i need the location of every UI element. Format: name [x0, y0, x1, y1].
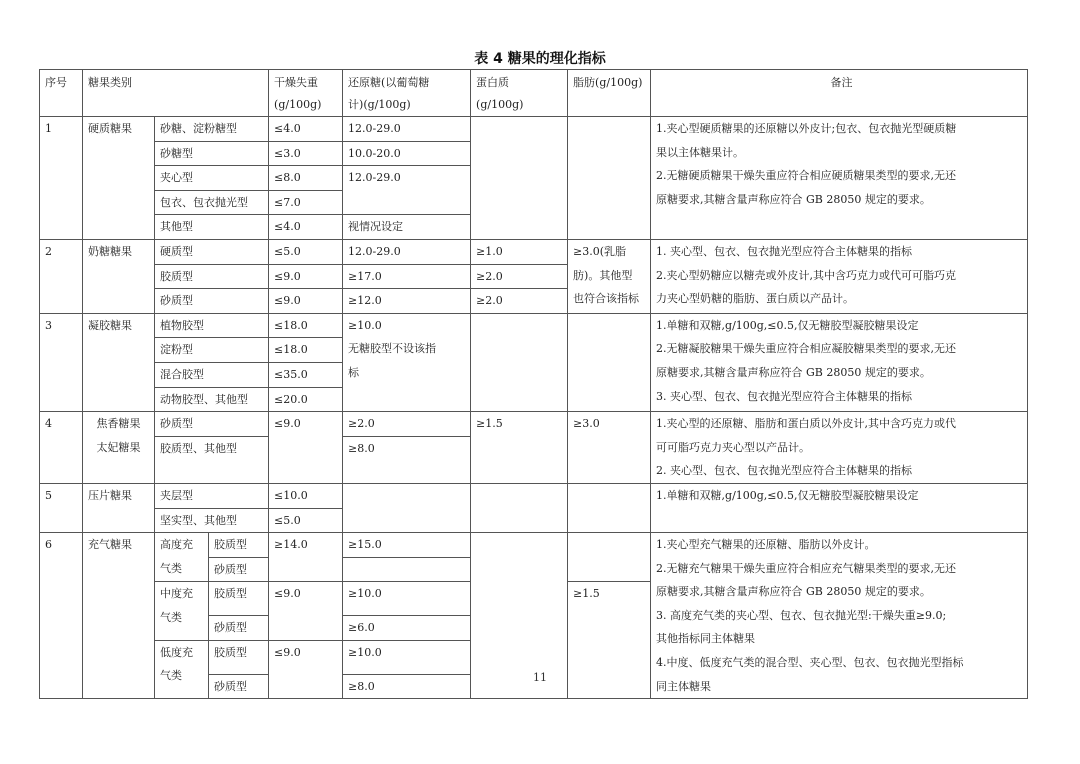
header-protein: 蛋白质 (g/100g) [471, 70, 568, 117]
moisture-value: ≤9.0 [269, 582, 343, 640]
candy-type: 砂糖、淀粉糖型 [155, 117, 269, 142]
reducing-sugar-value: ≥10.0 [343, 582, 471, 616]
protein-value: ≥1.5 [471, 412, 568, 484]
moisture-value: ≤9.0 [269, 289, 343, 314]
reducing-sugar-value: ≥17.0 [343, 264, 471, 289]
row-no: 6 [40, 533, 83, 699]
row-no: 1 [40, 117, 83, 240]
reducing-sugar-value: 视情况设定 [343, 215, 471, 240]
aeration-level: 高度充 气类 [155, 533, 209, 582]
reducing-sugar-value: 12.0-29.0 [343, 166, 471, 215]
protein-value [471, 313, 568, 411]
candy-type: 混合胶型 [155, 362, 269, 387]
fat-value [568, 483, 651, 532]
protein-value: ≥2.0 [471, 289, 568, 314]
header-fat: 脂肪(g/100g) [568, 70, 651, 117]
reducing-sugar-value: 12.0-29.0 [343, 117, 471, 142]
reducing-sugar-value [343, 557, 471, 582]
moisture-value: ≤9.0 [269, 264, 343, 289]
reducing-sugar-value: ≥10.0 无糖胶型不设该指 标 [343, 313, 471, 411]
remarks-cell: 1.夹心型硬质糖果的还原糖以外皮计;包衣、包衣抛光型硬质糖 果以主体糖果计。 2.无糖硬质糖果干燥失重应符合相应硬质糖果类型的要求,无还 原糖要求,其糖含量声称应符合 GB 28050 规定的要求。 [651, 117, 1028, 240]
moisture-value: ≥14.0 [269, 533, 343, 582]
candy-type: 坚实型、其他型 [155, 508, 269, 533]
reducing-sugar-value: ≥8.0 [343, 674, 471, 699]
moisture-value: ≤9.0 [269, 412, 343, 484]
row-no: 4 [40, 412, 83, 484]
reducing-sugar-value: ≥2.0 [343, 412, 471, 437]
reducing-sugar-value: ≥6.0 [343, 616, 471, 641]
candy-type: 胶质型 [209, 582, 269, 616]
candy-type: 胶质型 [209, 533, 269, 558]
header-no: 序号 [40, 70, 83, 117]
reducing-sugar-value: ≥15.0 [343, 533, 471, 558]
protein-value: ≥2.0 [471, 264, 568, 289]
candy-type: 胶质型 [155, 264, 269, 289]
table-row [40, 313, 1028, 338]
moisture-value: ≤9.0 [269, 640, 343, 698]
candy-category: 凝胶糖果 [83, 313, 155, 411]
reducing-sugar-value: 12.0-29.0 [343, 239, 471, 264]
table-row [40, 483, 1028, 508]
candy-type: 胶质型、其他型 [155, 436, 269, 483]
candy-type: 砂糖型 [155, 141, 269, 166]
moisture-value: ≤18.0 [269, 338, 343, 363]
protein-value: ≥1.0 [471, 239, 568, 264]
moisture-value: ≤18.0 [269, 313, 343, 338]
table-row [40, 239, 1028, 264]
fat-value [568, 533, 651, 582]
moisture-value: ≤20.0 [269, 387, 343, 412]
page-number: 11 [533, 671, 547, 684]
table-row [40, 412, 1028, 437]
protein-value [471, 483, 568, 532]
reducing-sugar-value: 10.0-20.0 [343, 141, 471, 166]
fat-value [568, 313, 651, 411]
candy-type: 淀粉型 [155, 338, 269, 363]
header-remarks: 备注 [651, 70, 1028, 117]
table-header-row [40, 70, 1028, 117]
candy-type: 包衣、包衣抛光型 [155, 190, 269, 215]
candy-type: 砂质型 [209, 674, 269, 699]
moisture-value: ≤4.0 [269, 117, 343, 142]
fat-value [568, 117, 651, 240]
protein-value [471, 117, 568, 240]
remarks-cell: 1.单糖和双糖,g/100g,≤0.5,仅无糖胶型凝胶糖果设定 2.无糖凝胶糖果干燥失重应符合相应凝胶糖果类型的要求,无还 原糖要求,其糖含量声称应符合 GB 28050 规定的要求。 3. 夹心型、包衣、包衣抛光型应符合主体糖果的指标 [651, 313, 1028, 411]
candy-type: 夹层型 [155, 483, 269, 508]
candy-category: 硬质糖果 [83, 117, 155, 240]
candy-type: 胶质型 [209, 640, 269, 674]
remarks-cell: 1.单糖和双糖,g/100g,≤0.5,仅无糖胶型凝胶糖果设定 [651, 483, 1028, 532]
moisture-value: ≤8.0 [269, 166, 343, 191]
moisture-value: ≤4.0 [269, 215, 343, 240]
candy-type: 硬质型 [155, 239, 269, 264]
row-no: 5 [40, 483, 83, 532]
candy-type: 植物胶型 [155, 313, 269, 338]
candy-type: 砂质型 [155, 289, 269, 314]
header-category: 糖果类别 [83, 70, 269, 117]
reducing-sugar-value: ≥8.0 [343, 436, 471, 483]
physicochemical-table [39, 69, 1028, 699]
table-row [40, 533, 1028, 558]
aeration-level: 低度充 气类 [155, 640, 209, 698]
candy-type: 其他型 [155, 215, 269, 240]
fat-value: ≥3.0 [568, 412, 651, 484]
fat-value: ≥1.5 [568, 582, 651, 699]
reducing-sugar-value [343, 483, 471, 532]
moisture-value: ≤5.0 [269, 239, 343, 264]
candy-type: 夹心型 [155, 166, 269, 191]
moisture-value: ≤35.0 [269, 362, 343, 387]
aeration-level: 中度充 气类 [155, 582, 209, 640]
header-reducing-sugar: 还原糖(以葡萄糖 计)(g/100g) [343, 70, 471, 117]
header-moisture: 干燥失重 (g/100g) [269, 70, 343, 117]
candy-category: 焦香糖果 太妃糖果 [83, 412, 155, 484]
candy-category: 奶糖糖果 [83, 239, 155, 313]
candy-category: 充气糖果 [83, 533, 155, 699]
row-no: 2 [40, 239, 83, 313]
moisture-value: ≤7.0 [269, 190, 343, 215]
candy-type: 砂质型 [209, 557, 269, 582]
candy-type: 砂质型 [209, 616, 269, 641]
row-no: 3 [40, 313, 83, 411]
moisture-value: ≤10.0 [269, 483, 343, 508]
candy-type: 砂质型 [155, 412, 269, 437]
remarks-cell: 1.夹心型充气糖果的还原糖、脂肪以外皮计。 2.无糖充气糖果干燥失重应符合相应充气糖果类型的要求,无还 原糖要求,其糖含量声称应符合 GB 28050 规定的要求。 3. 高度充气类的夹心型、包衣、包衣抛光型:干燥失重≥9.0; 其他指标同主体糖果 4.中度、低度充气类的混合型、夹心型、包衣、包衣抛光型指标 同主体糖果 [651, 533, 1028, 699]
moisture-value: ≤3.0 [269, 141, 343, 166]
reducing-sugar-value: ≥10.0 [343, 640, 471, 674]
remarks-cell: 1.夹心型的还原糖、脂肪和蛋白质以外皮计,其中含巧克力或代 可可脂巧克力夹心型以产品计。 2. 夹心型、包衣、包衣抛光型应符合主体糖果的指标 [651, 412, 1028, 484]
moisture-value: ≤5.0 [269, 508, 343, 533]
table-row [40, 117, 1028, 142]
reducing-sugar-value: ≥12.0 [343, 289, 471, 314]
fat-value: ≥3.0(乳脂 肪)。其他型 也符合该指标 [568, 239, 651, 313]
candy-category: 压片糖果 [83, 483, 155, 532]
candy-type: 动物胶型、其他型 [155, 387, 269, 412]
remarks-cell: 1. 夹心型、包衣、包衣抛光型应符合主体糖果的指标 2.夹心型奶糖应以糖壳或外皮计,其中含巧克力或代可可脂巧克 力夹心型奶糖的脂肪、蛋白质以产品计。 [651, 239, 1028, 313]
table-title: 表 4 糖果的理化指标 [474, 51, 606, 67]
